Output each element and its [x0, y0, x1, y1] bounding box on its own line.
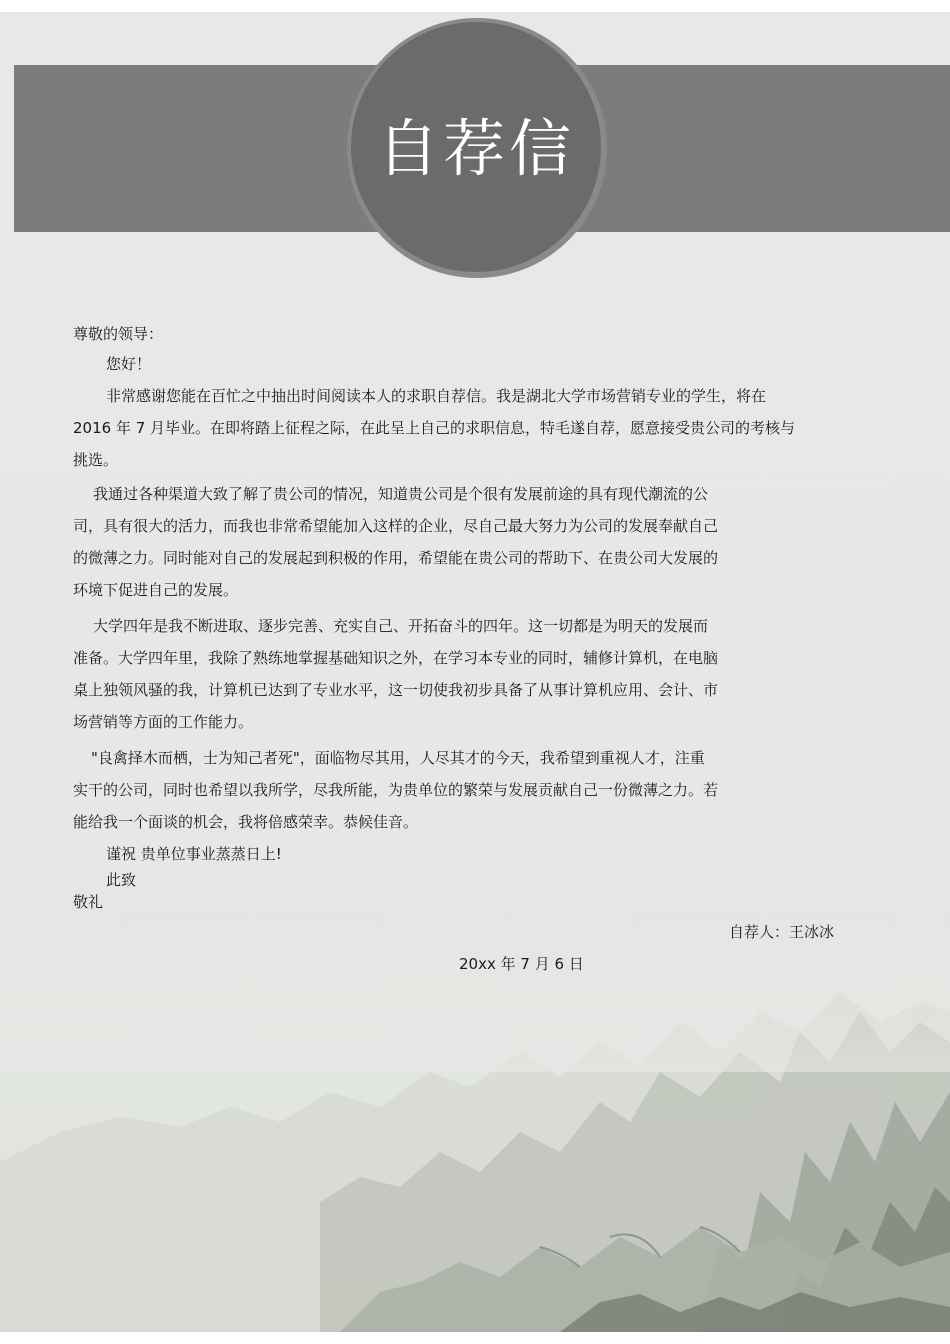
paragraph-line: 我通过各种渠道大致了解了贵公司的情况，知道贵公司是个很有发展前途的具有现代潮流的公: [93, 485, 709, 503]
paragraph-line: 实干的公司，同时也希望以我所学，尽我所能，为贵单位的繁荣与发展贡献自己一份微薄之力。若: [73, 781, 719, 799]
paragraph-line: 非常感谢您能在百忙之中抽出时间阅读本人的求职自荐信。我是湖北大学市场营销专业的学生，将在: [106, 387, 767, 405]
paragraph-line: 准备。大学四年里，我除了熟练地掌握基础知识之外，在学习本专业的同时，辅修计算机，在电脑: [73, 649, 719, 667]
salutation: 尊敬的领导：: [73, 325, 164, 343]
greeting: 您好！: [106, 355, 152, 373]
paragraph-line: 司，具有很大的活力，而我也非常希望能加入这样的企业，尽自己最大努力为公司的发展奉献自己: [73, 517, 719, 535]
paragraph-line: 2016 年 7 月毕业。在即将踏上征程之际，在此呈上自己的求职信息，特毛遂自荐，愿意接受贵公司的考核与: [73, 419, 796, 437]
paragraph-line: 大学四年是我不断进取、逐步完善、充实自己、开拓奋斗的四年。这一切都是为明天的发展而: [93, 617, 709, 635]
letter-page: [0, 12, 950, 1332]
signature: 自荐人：王冰冰: [729, 923, 835, 941]
paragraph-line: 能给我一个面谈的机会，我将倍感荣幸。恭候佳音。: [73, 813, 419, 831]
paragraph-line: 挑选。: [73, 451, 119, 469]
page-title: 自荐信: [376, 111, 575, 185]
paragraph-line: 桌上独领风骚的我，计算机已达到了专业水平，这一切使我初步具备了从事计算机应用、会计、市: [73, 681, 719, 699]
title-circle: [351, 22, 601, 272]
paragraph-line: "良禽择木而栖，士为知己者死"，面临物尽其用，人尽其才的今天，我希望到重视人才，注重: [91, 749, 705, 767]
paragraph-line: 场营销等方面的工作能力。: [73, 713, 254, 731]
paragraph-line: 的微薄之力。同时能对自己的发展起到积极的作用，希望能在贵公司的帮助下、在贵公司大发展的: [73, 549, 719, 567]
paragraph-line: 环境下促进自己的发展。: [73, 581, 239, 599]
closing-line: 敬礼: [73, 893, 104, 911]
closing-line: 此致: [106, 871, 137, 889]
wish-line: 谨祝 贵单位事业蒸蒸日上!: [106, 845, 282, 863]
letter-date: 20xx 年 7 月 6 日: [459, 955, 584, 973]
